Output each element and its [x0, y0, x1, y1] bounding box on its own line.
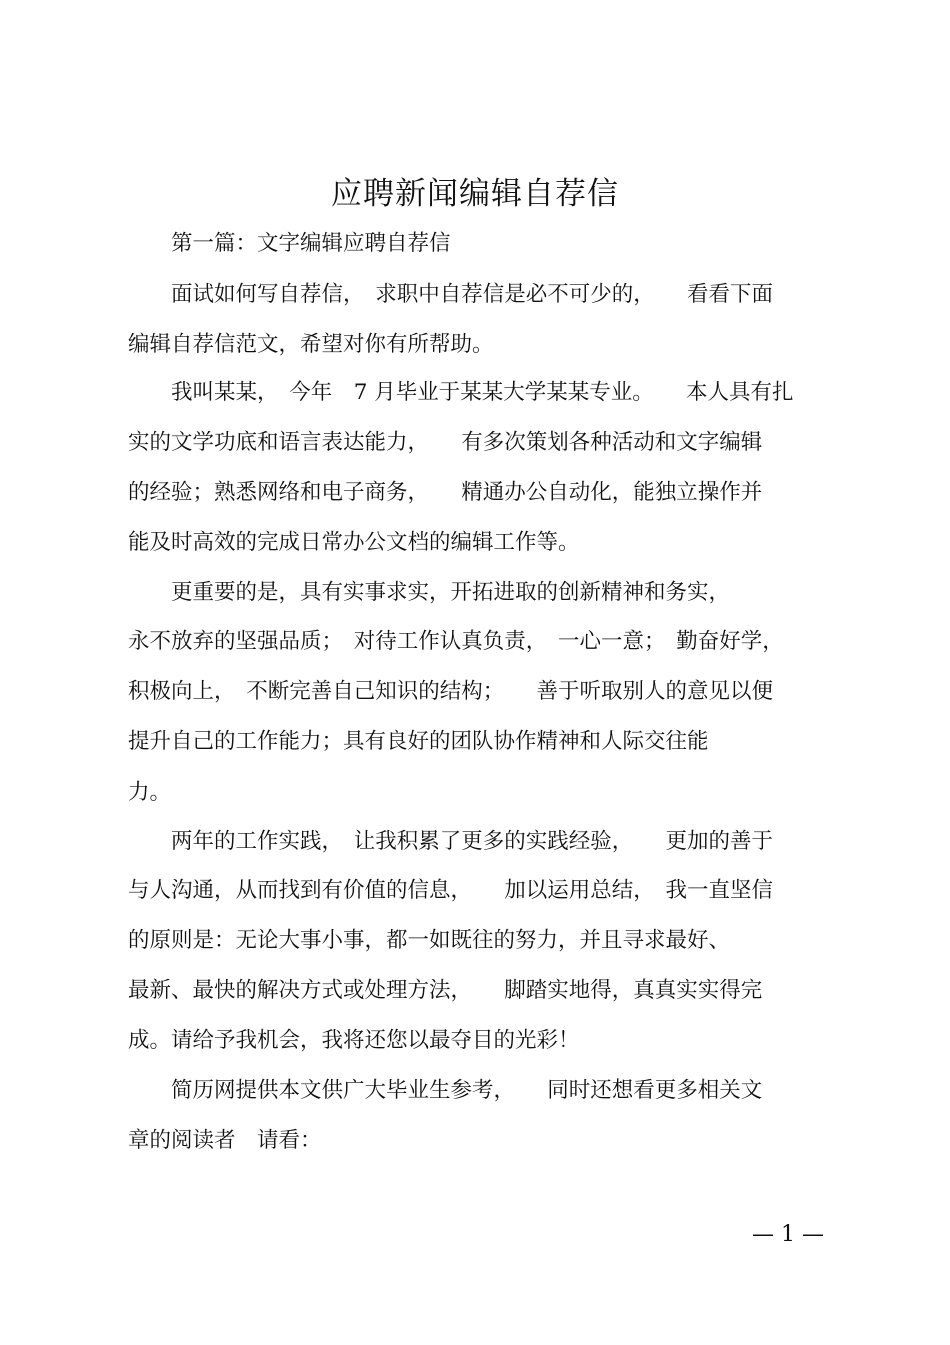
body-line: 成。请给予我机会，我将还您以最夺目的光彩！	[128, 1028, 580, 1053]
body-line: 实的文学功底和语言表达能力， 有多次策划各种活动和文字编辑	[128, 430, 763, 455]
body-line: 永不放弃的坚强品质； 对待工作认真负责， 一心一意； 勤奋好学，	[128, 629, 784, 654]
body-line: 与人沟通，从而找到有价值的信息， 加以运用总结， 我一直坚信	[128, 878, 774, 903]
body-line: 能及时高效的完成日常办公文档的编辑工作等。	[128, 530, 580, 555]
body-line: 编辑自荐信范文，希望对你有所帮助。	[128, 332, 494, 357]
body-line: 的经验；熟悉网络和电子商务， 精通办公自动化，能独立操作并	[128, 480, 763, 505]
body-line: 第一篇：文字编辑应聘自荐信	[128, 231, 451, 256]
document-title: 应聘新闻编辑自荐信	[331, 176, 619, 212]
body-line: 面试如何写自荐信， 求职中自荐信是必不可少的， 看看下面	[128, 282, 774, 307]
body-line: 提升自己的工作能力；具有良好的团队协作精神和人际交往能	[128, 729, 709, 754]
body-line: 积极向上， 不断完善自己知识的结构； 善于听取别人的意见以便	[128, 679, 774, 704]
body-line: 我叫某某， 今年 7 月毕业于某某大学某某专业。 本人具有扎	[128, 380, 794, 405]
body-line: 章的阅读者 请看：	[128, 1128, 322, 1153]
body-line: 简历网提供本文供广大毕业生参考， 同时还想看更多相关文	[128, 1078, 763, 1103]
body-line: 最新、最快的解决方式或处理方法， 脚踏实地得，真真实实得完	[128, 978, 763, 1003]
body-line: 力。	[128, 780, 172, 805]
body-line: 的原则是：无论大事小事，都一如既往的努力，并且寻求最好、	[128, 928, 731, 953]
page-number: — 1 —	[752, 1222, 824, 1247]
body-line: 两年的工作实践， 让我积累了更多的实践经验， 更加的善于	[128, 829, 774, 854]
body-line: 更重要的是，具有实事求实，开拓进取的创新精神和务实，	[128, 580, 731, 605]
